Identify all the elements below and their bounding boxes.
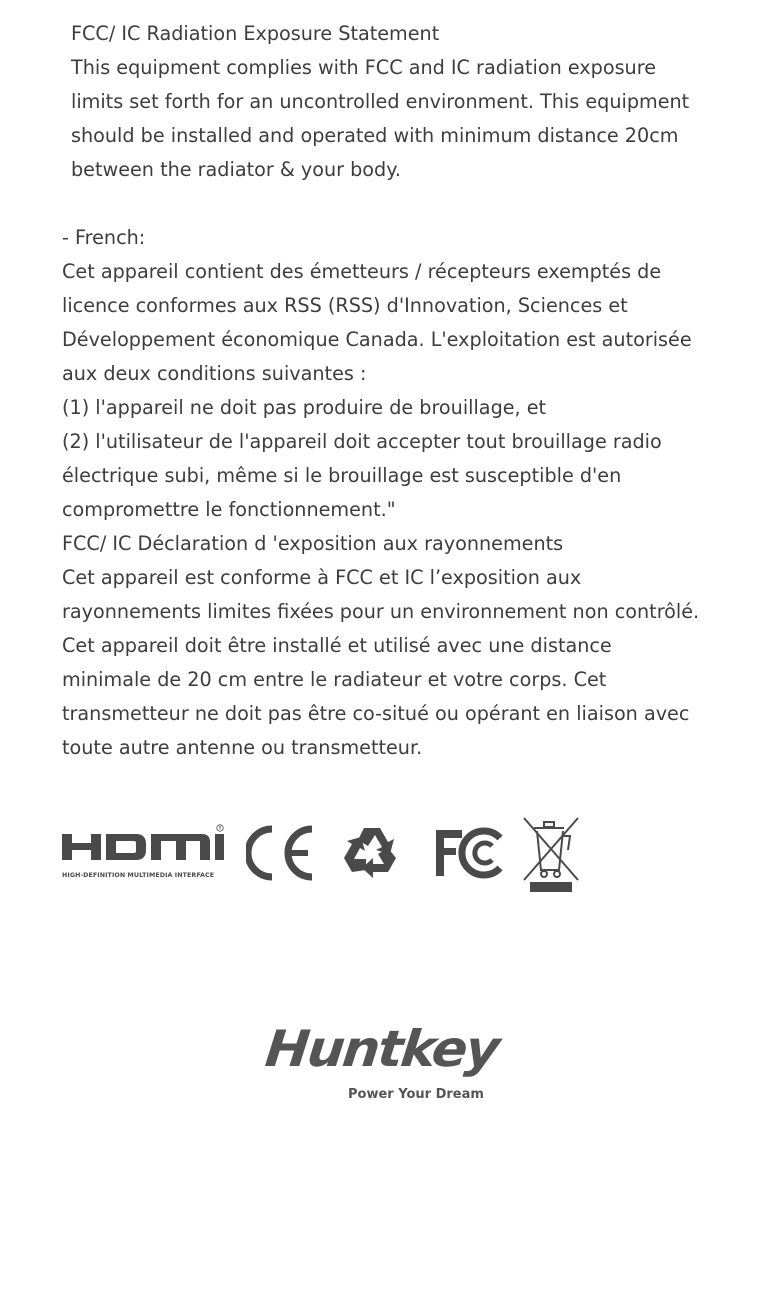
recycle-icon [342,822,404,884]
french-line: rayonnements limites fixées pour un environnement non contrôlé. [62,600,700,623]
french-line: Développement économique Canada. L'exploitation est autorisée [62,328,692,351]
weee-crossed-bin-icon [520,814,584,894]
french-line: (1) l'appareil ne doit pas produire de brouillage, et [62,396,547,419]
french-line: électrique subi, même si le brouillage est susceptible d'en [62,464,622,487]
french-line: transmetteur ne doit pas être co-situé ou opérant en liaison avec [62,702,690,725]
huntkey-logo [262,1020,525,1110]
ce-mark-icon [246,825,316,881]
english-title: FCC/ IC Radiation Exposure Statement [71,22,440,45]
brand-name: Huntkey [262,1020,501,1078]
french-line: aux deux conditions suivantes : [62,362,367,385]
french-line: Cet appareil est conforme à FCC et IC l’exposition aux [62,566,582,589]
certification-logos [0,810,781,900]
svg-text:R: R [218,825,222,831]
english-line: limits set forth for an uncontrolled environment. This equipment [71,90,690,113]
fcc-logo [434,824,504,882]
english-line: between the radiator & your body. [71,158,401,181]
french-declaration-title: FCC/ IC Déclaration d 'exposition aux rayonnements [62,532,564,555]
french-line: compromettre le fonctionnement." [62,498,396,521]
hdmi-logo [62,822,227,884]
brand-tagline: Power Your Dream [348,1087,484,1102]
french-line: toute autre antenne ou transmetteur. [62,736,423,759]
hdmi-subtitle: HIGH-DEFINITION MULTIMEDIA INTERFACE [62,872,215,879]
french-line: (2) l'utilisateur de l'appareil doit accepter tout brouillage radio [62,430,662,453]
french-line: Cet appareil doit être installé et utilisé avec une distance [62,634,612,657]
french-heading: - French: [62,226,146,249]
french-line: minimale de 20 cm entre le radiateur et votre corps. Cet [62,668,607,691]
hdmi-wordmark-icon [62,822,227,867]
english-line: This equipment complies with FCC and IC radiation exposure [71,56,656,79]
french-line: licence conformes aux RSS (RSS) d'Innovation, Sciences et [62,294,628,317]
french-line: Cet appareil contient des émetteurs / récepteurs exemptés de [62,260,662,283]
english-line: should be installed and operated with minimum distance 20cm [71,124,679,147]
